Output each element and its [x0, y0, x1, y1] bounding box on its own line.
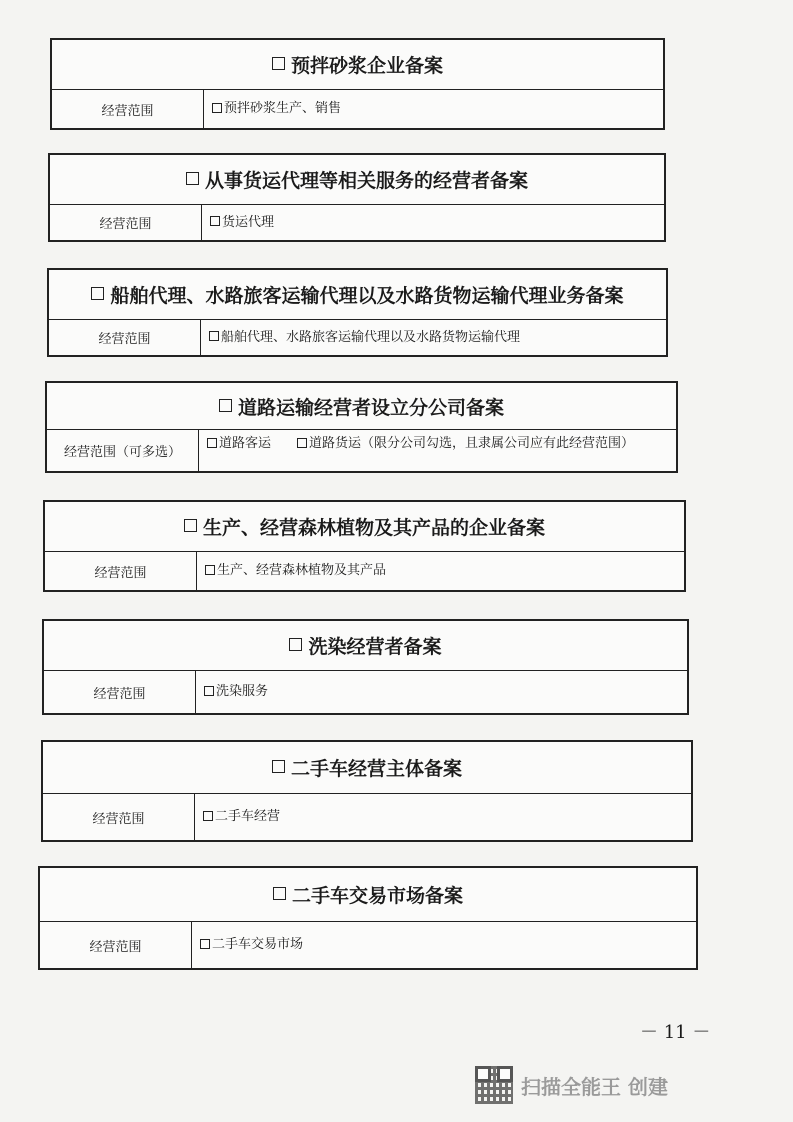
checkbox-icon[interactable] — [272, 760, 285, 773]
row-label: 经营范围 — [52, 90, 204, 128]
block-title-text: 预拌砂浆企业备案 — [290, 55, 443, 77]
scope-option[interactable]: 预拌砂浆生产、销售 — [212, 100, 341, 118]
row-label: 经营范围 — [45, 552, 197, 590]
scope-option[interactable]: 货运代理 — [210, 214, 274, 232]
checkbox-icon[interactable] — [212, 103, 222, 113]
block-title-text: 二手车经营主体备案 — [290, 758, 462, 780]
scanner-watermark — [475, 1066, 668, 1104]
form-block-ready-mix-mortar — [50, 38, 665, 130]
block-title — [50, 155, 664, 205]
scope-option[interactable]: 道路货运（限分公司勾选，且隶属公司应有此经营范围） — [297, 436, 634, 451]
checkbox-icon[interactable] — [210, 216, 220, 226]
row-value — [202, 205, 664, 240]
checkbox-icon[interactable] — [91, 287, 104, 300]
block-title-text: 二手车交易市场备案 — [291, 885, 463, 907]
checkbox-icon[interactable] — [200, 939, 210, 949]
checkbox-icon[interactable] — [204, 686, 214, 696]
row-label: 经营范围 — [50, 205, 202, 240]
form-block-used-car-market — [38, 866, 698, 970]
form-block-used-car-dealer — [41, 740, 693, 842]
form-block-road-transport-branch — [45, 381, 678, 473]
page-number: － 11 － — [640, 1022, 711, 1043]
checkbox-icon[interactable] — [272, 57, 285, 70]
row-value — [199, 430, 676, 471]
row-label: 经营范围 — [40, 922, 192, 968]
block-title-text: 道路运输经营者设立分公司备案 — [237, 396, 504, 419]
block-title — [45, 502, 684, 552]
block-title — [43, 742, 691, 794]
form-block-laundry — [42, 619, 689, 715]
block-title — [49, 270, 666, 320]
row-value — [196, 671, 687, 713]
scope-option[interactable]: 船舶代理、水路旅客运输代理以及水路货物运输代理 — [209, 329, 520, 347]
checkbox-icon[interactable] — [209, 331, 219, 341]
scope-option[interactable]: 二手车经营 — [203, 808, 280, 826]
checkbox-icon[interactable] — [207, 438, 217, 448]
watermark-text: 扫描全能王 创建 — [521, 1074, 668, 1099]
form-block-forest-plants — [43, 500, 686, 592]
scope-option[interactable]: 二手车交易市场 — [200, 936, 303, 954]
block-title-text: 洗染经营者备案 — [308, 636, 442, 658]
row-label: 经营范围 — [43, 794, 195, 840]
row-label: 经营范围 — [49, 320, 201, 355]
block-title-text: 从事货运代理等相关服务的经营者备案 — [204, 170, 528, 192]
checkbox-icon[interactable] — [186, 172, 199, 185]
row-value — [192, 922, 696, 968]
block-title — [52, 40, 663, 90]
scope-option[interactable]: 生产、经营森林植物及其产品 — [205, 562, 386, 580]
checkbox-icon[interactable] — [297, 438, 307, 448]
block-title — [47, 383, 676, 430]
checkbox-icon[interactable] — [289, 638, 302, 651]
checkbox-icon[interactable] — [219, 399, 232, 412]
checkbox-icon[interactable] — [184, 519, 197, 532]
row-label: 经营范围（可多选） — [47, 430, 199, 471]
row-value — [195, 794, 691, 840]
row-value — [197, 552, 684, 590]
form-block-shipping-agency — [47, 268, 668, 357]
row-label: 经营范围 — [44, 671, 196, 713]
checkbox-icon[interactable] — [273, 887, 286, 900]
scope-option[interactable]: 道路客运 — [207, 436, 271, 451]
form-block-freight-agency — [48, 153, 666, 242]
block-title — [44, 621, 687, 671]
scope-option[interactable]: 洗染服务 — [204, 683, 268, 701]
checkbox-icon[interactable] — [203, 811, 213, 821]
checkbox-icon[interactable] — [205, 565, 215, 575]
block-title-text: 船舶代理、水路旅客运输代理以及水路货物运输代理业务备案 — [110, 285, 624, 307]
row-value — [204, 90, 663, 128]
row-value — [201, 320, 666, 355]
block-title-text: 生产、经营森林植物及其产品的企业备案 — [202, 517, 545, 539]
block-title — [40, 868, 696, 922]
qr-code-icon — [475, 1066, 513, 1104]
